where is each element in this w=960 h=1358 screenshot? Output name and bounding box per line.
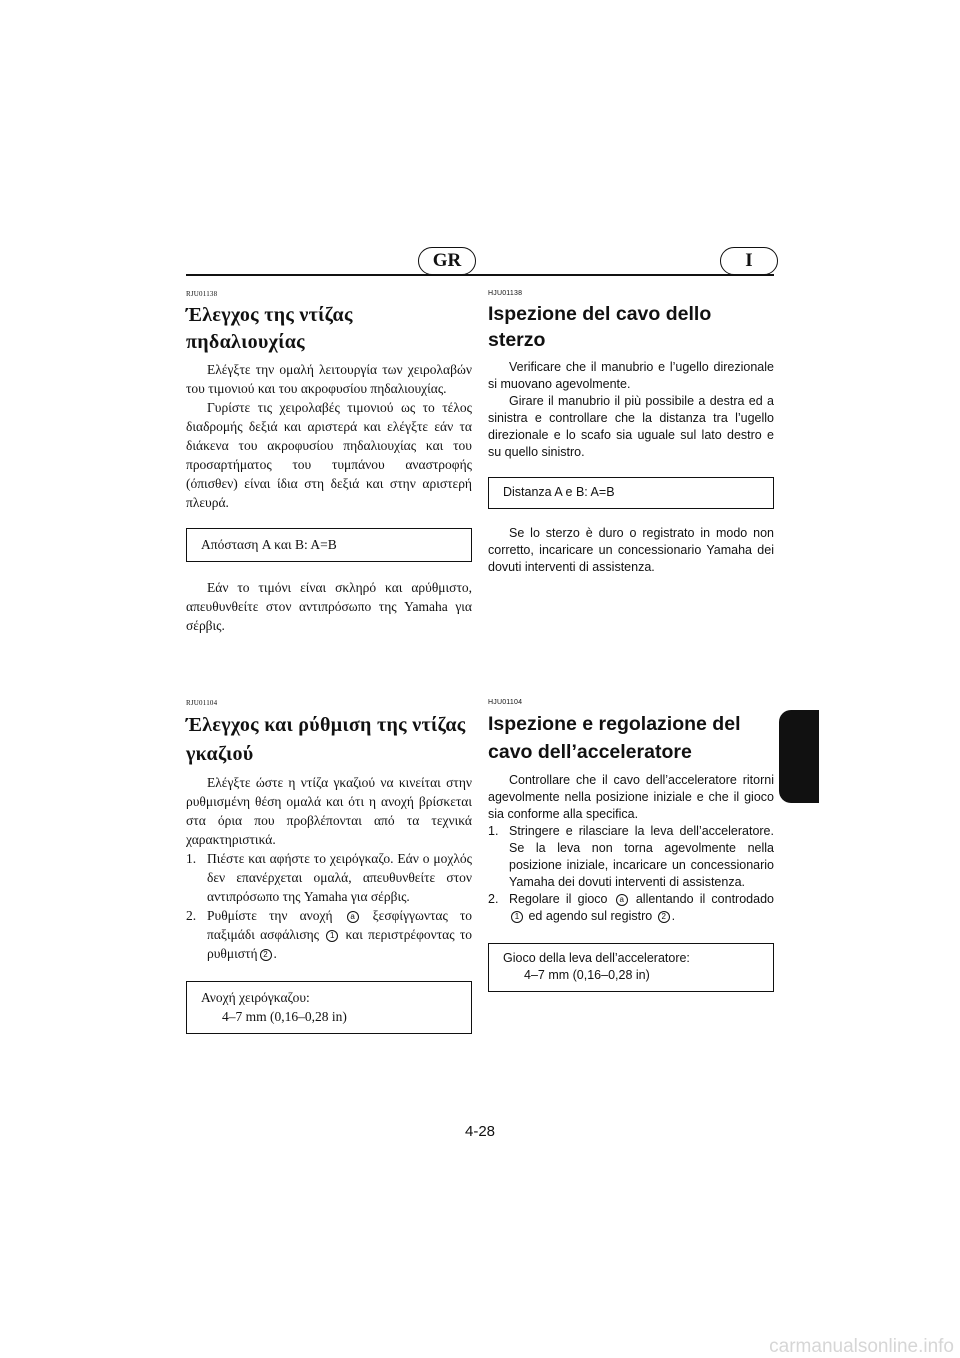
throttle-section-greek <box>186 699 472 1046</box>
callout-2-icon: 2 <box>260 949 272 961</box>
section-title: Έλεγχος της ντίζας πηδαλιουχίας <box>186 304 353 353</box>
step-number: 1. <box>488 824 499 838</box>
paragraph: Controllare che il cavo dell’acceleratore ritorni agevolmente nella posizione iniziale e che il gioco sia conforme alla specifica. <box>488 773 774 821</box>
step-text: ed agendo sul registro <box>528 909 653 923</box>
step-list <box>488 823 774 925</box>
paragraph: Ελέγξτε την ομαλή λειτουργία των χειρολαβών του τιμονιού και του ακροφυσίου πηδαλιουχίας. <box>186 362 472 396</box>
paragraph: Verificare che il manubrio e l’ugello direzionale si muovano agevolmente. <box>488 360 774 391</box>
steering-section-greek <box>186 290 472 635</box>
list-item <box>488 891 774 925</box>
spec-box <box>186 528 472 562</box>
paragraph: Γυρίστε τις χειρολαβές τιμονιού ως το τέλος διαδρομής δεξιά και αριστερά και ελέγξτε εάν τα διάκενα του ακροφυσίου πηδαλιουχίας και του προσαρτήματος του τυμπάνου αναστροφής (όπισθεν) είναι ίδια στη δεξιά και στην αριστερή πλευρά. <box>186 400 472 510</box>
callout-1-icon: 1 <box>511 911 523 923</box>
section-code: RJU01104 <box>186 699 218 707</box>
spec-box <box>488 477 774 509</box>
spec-value: 4–7 mm (0,16–0,28 in) <box>222 1009 347 1024</box>
step-text: allentando il controdado <box>635 892 774 906</box>
list-item <box>488 823 774 891</box>
spec-label: Ανοχή χειρόγκαζου: <box>201 990 310 1005</box>
callout-a-icon: a <box>616 894 628 906</box>
step-number: 1. <box>186 851 197 866</box>
step-text: Stringere e rilasciare la leva dell’acceleratore. Se la leva non torna agevolmente nella posizione iniziale, incaricare un concessionario Yamaha dei dovuti interventi di assistenza. <box>509 824 774 889</box>
step-text: Regolare il gioco <box>509 892 608 906</box>
callout-1-icon: 1 <box>326 930 338 942</box>
step-text: Ρυθμίστε την ανοχή <box>207 908 333 923</box>
section-code: HJU01138 <box>488 290 523 297</box>
section-title: Ispezione e regolazione del cavo dell’acceleratore <box>488 713 741 763</box>
throttle-section-italian <box>488 699 774 1004</box>
language-badge-greek: GR <box>418 247 476 275</box>
steering-section-italian <box>488 290 774 576</box>
spec-box <box>488 943 774 992</box>
section-title: Ispezione del cavo dello sterzo <box>488 303 712 351</box>
paragraph: Εάν το τιμόνι είναι σκληρό και αρύθμιστο, απευθυνθείτε στον αντιπρόσωπο της Yamaha για σέρβις. <box>186 580 472 633</box>
list-item <box>186 849 472 906</box>
step-text: και περιστρέφοντας το ρυθμιστή <box>207 927 473 961</box>
callout-a-icon: a <box>347 911 359 923</box>
step-text: . <box>273 946 277 961</box>
spec-text: Απόσταση A και B: A=B <box>201 537 337 552</box>
step-number: 2. <box>186 908 197 923</box>
callout-2-icon: 2 <box>658 911 670 923</box>
page-number: 4-28 <box>464 1123 496 1140</box>
step-number: 2. <box>488 892 499 906</box>
language-badge-italian: I <box>720 247 778 275</box>
section-code: HJU01104 <box>488 699 523 706</box>
section-code: RJU01138 <box>186 290 218 298</box>
spec-text: Distanza A e B: A=B <box>503 485 615 499</box>
spec-value: 4–7 mm (0,16–0,28 in) <box>524 968 650 982</box>
step-text: Πιέστε και αφήστε το χειρόγκαζο. Εάν ο μοχλός δεν επανέρχεται ομαλά, απευθυνθείτε στον αντιπρόσωπο της Yamaha για σέρβις. <box>207 851 472 904</box>
watermark: carmanualsonline.info <box>769 1336 954 1357</box>
header-rule <box>186 274 774 276</box>
chapter-tab <box>779 710 819 803</box>
list-item <box>186 906 472 963</box>
section-title: Έλεγχος και ρύθμιση της ντίζας γκαζιού <box>186 714 466 765</box>
spec-box <box>186 981 472 1034</box>
step-text: ξεσφίγγωντας το παξιμάδι ασφάλισης <box>207 908 473 942</box>
paragraph: Se lo sterzo è duro o registrato in modo non corretto, incaricare un concessionario Yamaha dei dovuti interventi di assistenza. <box>488 526 774 574</box>
paragraph: Girare il manubrio il più possibile a destra ed a sinistra e controllare che la distanza tra l’ugello direzionale e lo scafo sia uguale sul lato destro e su quello sinistro. <box>488 394 774 459</box>
step-text: . <box>671 909 676 923</box>
spec-label: Gioco della leva dell’acceleratore: <box>503 951 690 965</box>
paragraph: Ελέγξτε ώστε η ντίζα γκαζιού να κινείται στην ρυθμισμένη θέση ομαλά και ότι η ανοχή βρίσκεται στα όρια που προβλέπονται από τα τεχνικά χαρακτηριστικά. <box>186 775 472 847</box>
step-list <box>186 849 472 963</box>
